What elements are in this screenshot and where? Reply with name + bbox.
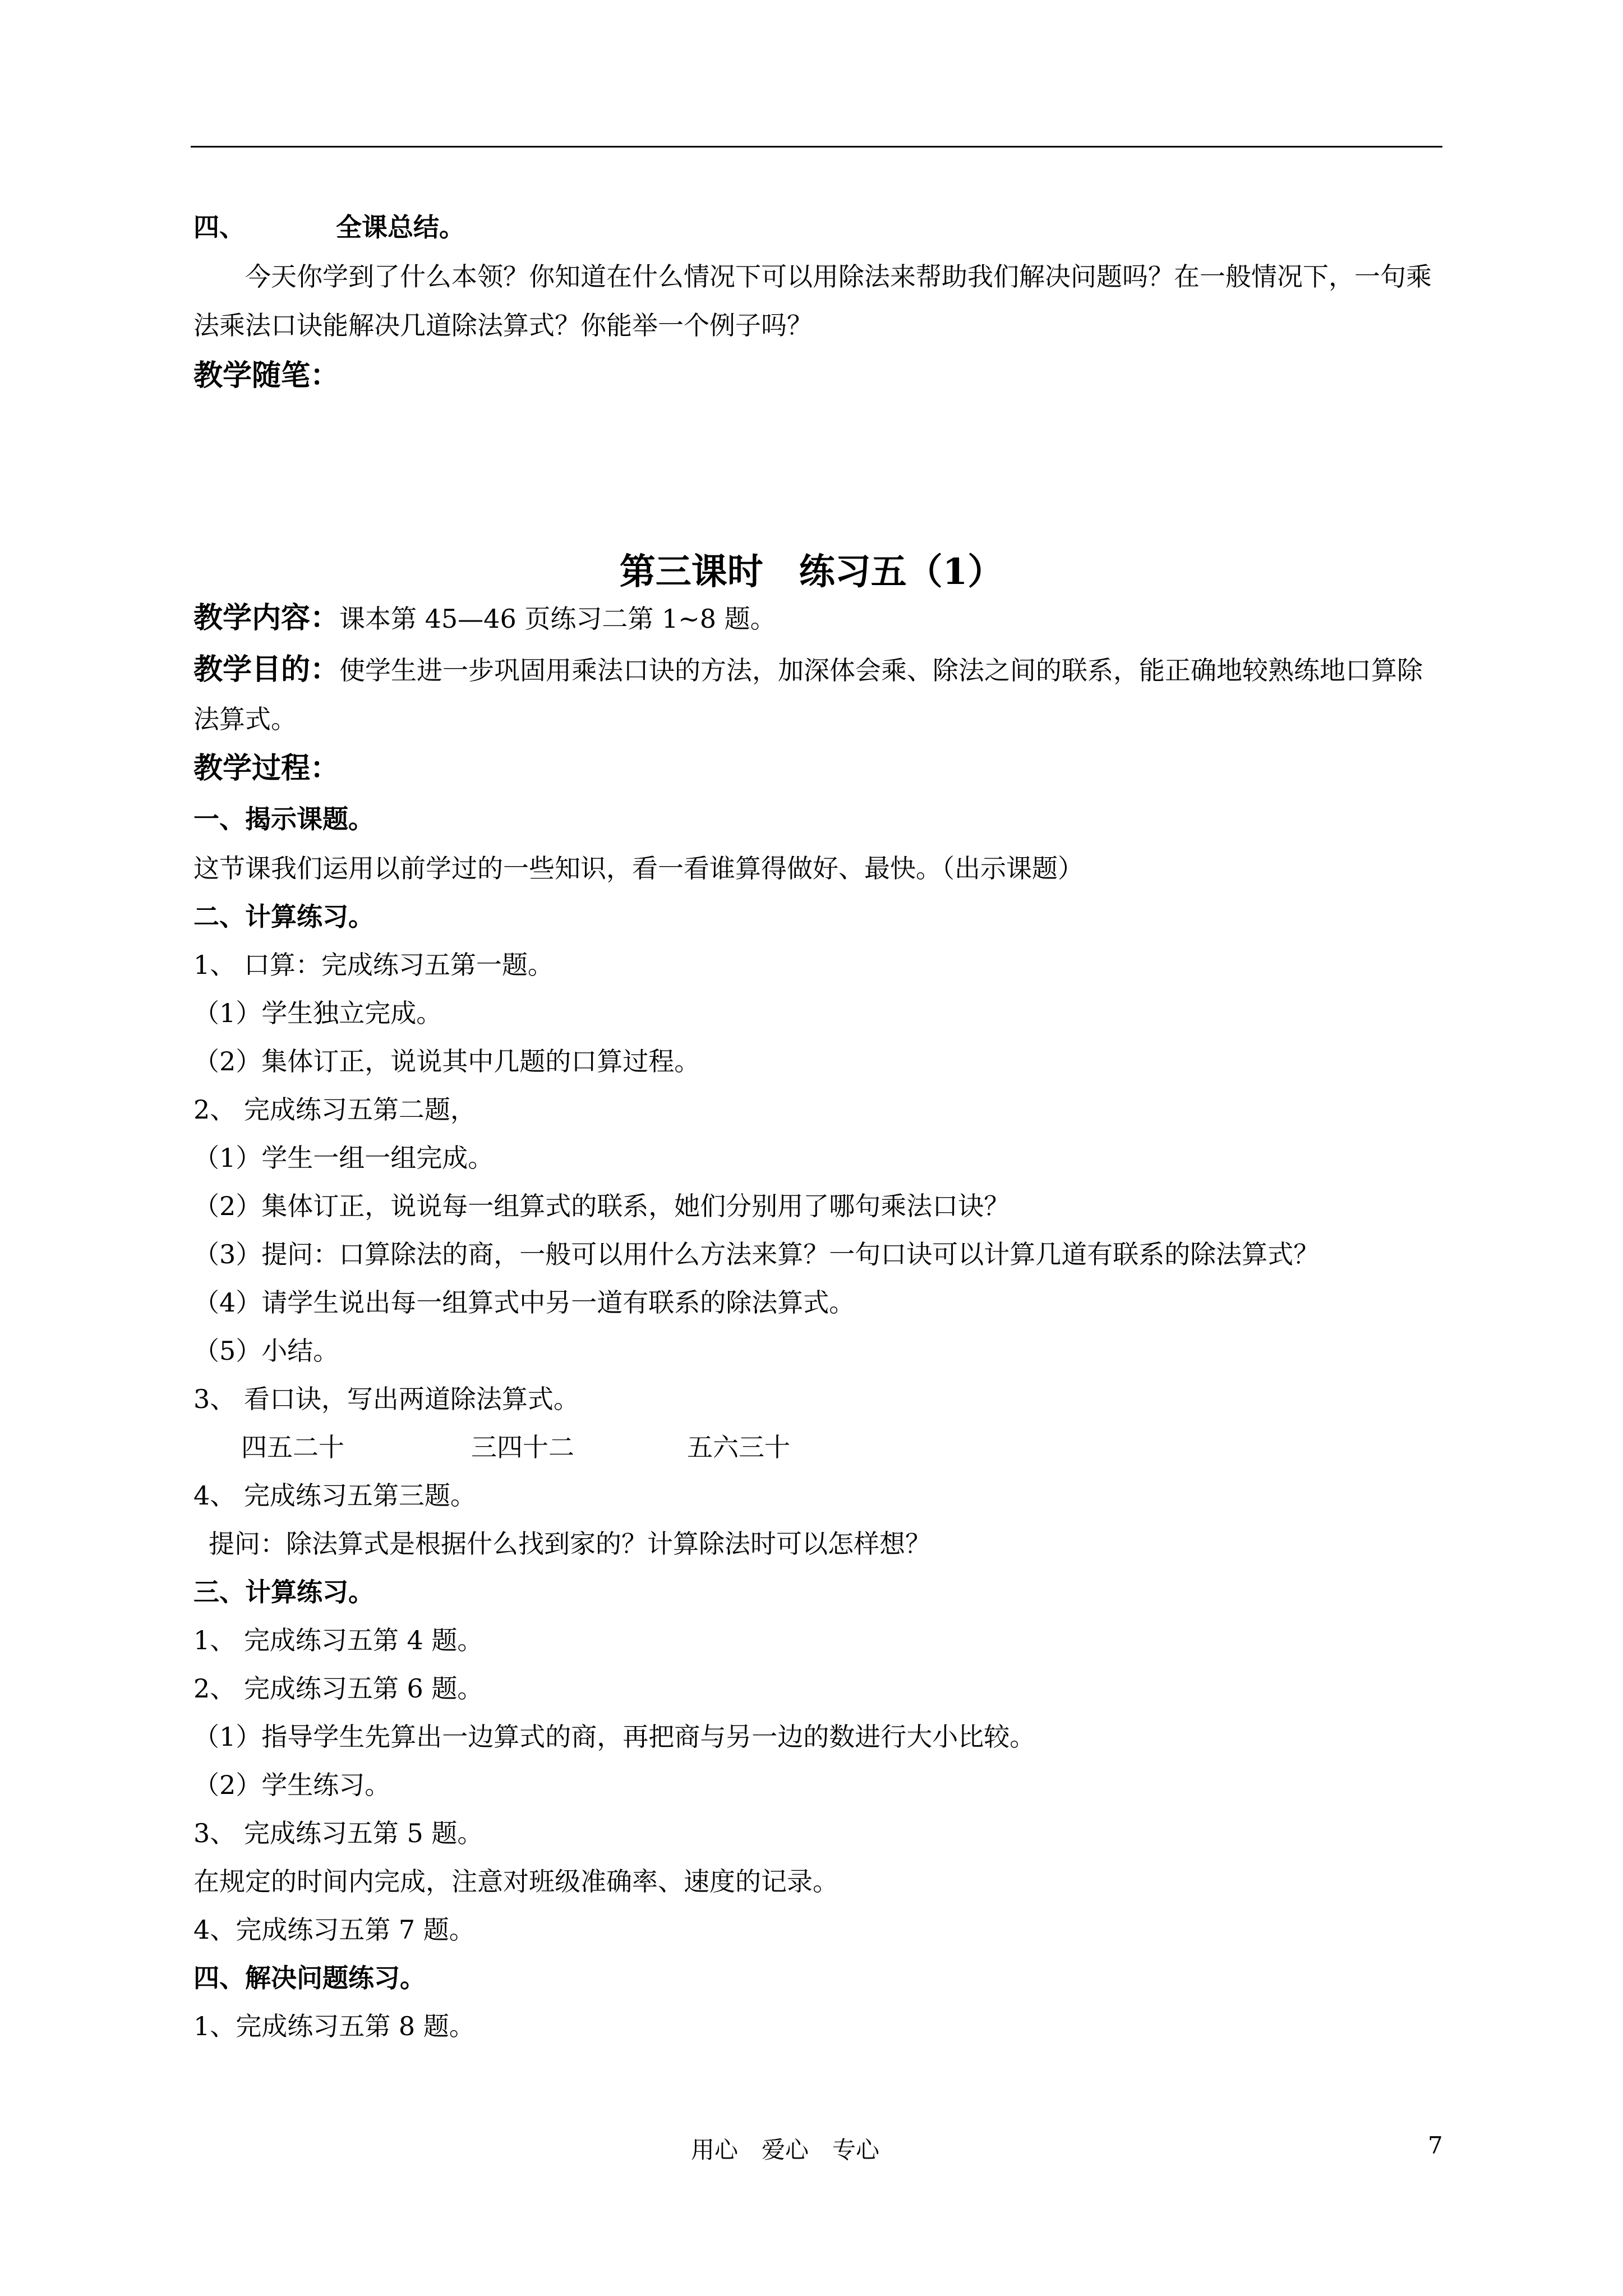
goal-label: 教学目的： (193, 652, 340, 687)
content-label: 教学内容： (193, 601, 340, 635)
koujue-item: 三四十二 (471, 1432, 574, 1462)
step-line: 这节课我们运用以前学过的一些知识，看一看谁算得做好、最快。（出示课题） (193, 853, 1083, 884)
content-text: 课本第 45—46 页练习二第 1~8 题。 (339, 604, 776, 634)
lesson-goal-paragraph (193, 645, 1441, 744)
step-line: （4）请学生说出每一组算式中另一道有联系的除法算式。 (193, 1287, 855, 1318)
koujue-item: 五六三十 (687, 1432, 790, 1462)
lesson-title: 第三课时 练习五（1） (619, 551, 1004, 593)
step-line: （1）学生独立完成。 (193, 998, 442, 1028)
koujue-item: 四五二十 (241, 1432, 344, 1462)
koujue-row (241, 1430, 790, 1464)
summary-heading-text: 全课总结。 (336, 212, 465, 242)
page-number: 7 (1428, 2132, 1443, 2159)
step-line: （1）指导学生先算出一边算式的商，再把商与另一边的数进行大小比较。 (193, 1722, 1036, 1752)
lesson-content-line (193, 601, 776, 636)
step-line: （2）集体订正，说说每一组算式的联系，她们分别用了哪句乘法口诀？ (193, 1191, 1010, 1221)
step-line: 4、 完成练习五第三题。 (193, 1480, 476, 1511)
goal-text: 使学生进一步巩固用乘法口诀的方法，加深体会乘、除法之间的联系，能正确地较熟练地口算除法算式。 (193, 655, 1423, 734)
step-line: 3、 完成练习五第 5 题。 (193, 1818, 483, 1848)
step-line: （2）集体订正，说说其中几题的口算过程。 (193, 1046, 700, 1076)
step-line: （2）学生练习。 (193, 1770, 391, 1800)
step-heading-2: 二、计算练习。 (193, 901, 374, 932)
summary-paragraph: 今天你学到了什么本领？你知道在什么情况下可以用除法来帮助我们解决问题吗？在一般情况下，一句乘法乘法口诀能解决几道除法算式？你能举一个例子吗？ (193, 261, 1432, 341)
process-heading: 教学过程： (193, 751, 340, 785)
step-line: （1）学生一组一组完成。 (193, 1143, 494, 1173)
step-line: 1、 口算：完成练习五第一题。 (193, 950, 554, 980)
step-line: 2、 完成练习五第 6 题。 (193, 1673, 483, 1704)
step-line: 2、 完成练习五第二题， (193, 1094, 476, 1125)
step-line: 1、完成练习五第 8 题。 (193, 2011, 475, 2041)
step-line: 提问：除法算式是根据什么找到家的？计算除法时可以怎样想？ (209, 1529, 931, 1559)
step-line: 3、 看口诀，写出两道除法算式。 (193, 1384, 579, 1414)
step-heading-4: 四、解决问题练习。 (193, 1963, 426, 1993)
step-line: 4、完成练习五第 7 题。 (193, 1915, 475, 1945)
footer-motto: 用心 爱心 专心 (691, 2136, 880, 2164)
summary-heading-number: 四、 (193, 212, 245, 242)
step-heading-1: 一、揭示课题。 (193, 804, 374, 834)
step-line: 在规定的时间内完成，注意对班级准确率、速度的记录。 (193, 1866, 838, 1897)
step-line: （3）提问：口算除法的商，一般可以用什么方法来算？一句口诀可以计算几道有联系的除法算式？ (193, 1239, 1320, 1269)
step-line: （5）小结。 (193, 1336, 339, 1366)
header-rule (191, 146, 1442, 148)
summary-heading (193, 210, 465, 244)
notes-heading: 教学随笔： (193, 358, 340, 393)
step-line: 1、 完成练习五第 4 题。 (193, 1625, 483, 1655)
step-heading-3: 三、计算练习。 (193, 1577, 374, 1607)
